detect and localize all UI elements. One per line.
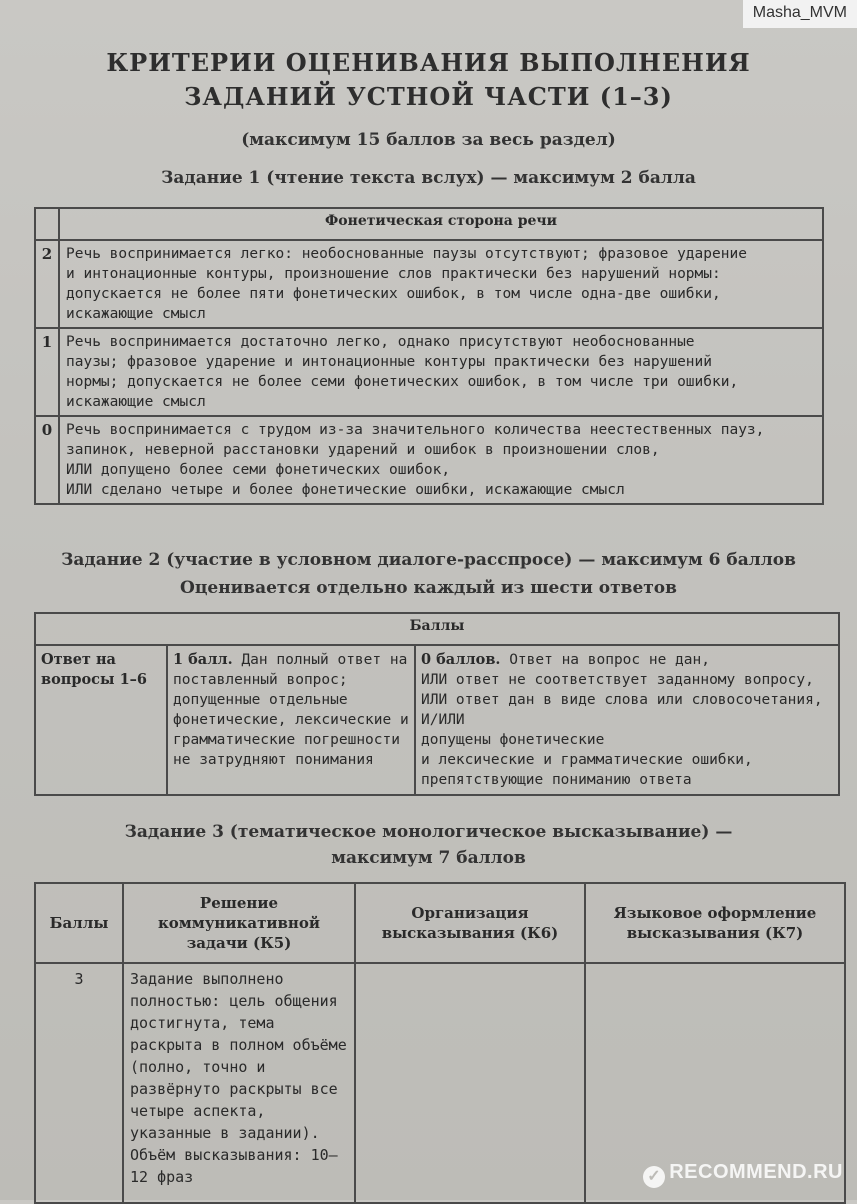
task1-table-header: Фонетическая сторона речи [59,208,823,240]
page-subtitle: (максимум 15 баллов за весь раздел) [241,130,616,150]
recommend-watermark: ✓ RECOMMEND.RU [643,1161,843,1188]
header-scores: Баллы [35,883,123,963]
table-row [35,645,839,795]
score-cell: 3 [35,963,123,1203]
row-label: Ответ на вопросы 1–6 [35,645,167,795]
k6-cell [355,963,585,1203]
task2-table-header: Баллы [35,613,839,645]
task3-table [34,882,846,1204]
task2-heading-line-2: Оценивается отдельно каждый из шести ответов [180,578,677,598]
task1-heading: Задание 1 (чтение текста вслух) — максимум 2 балла [161,168,696,188]
page-title-line-2: ЗАДАНИЙ УСТНОЙ ЧАСТИ (1–3) [184,82,673,111]
criteria-cell: Речь воспринимается легко: необоснованные паузы отсутствуют; фразовое ударение и интонационные контуры, произношение слов практически без нарушений нормы: допускается не более пяти фонетических ошибок, в том числе одна-две ошибки, искажающие смысл [59,240,823,328]
score-cell: 2 [35,240,59,328]
task3-heading-line-1: Задание 3 (тематическое монологическое высказывание) — [124,822,733,842]
score-cell: 1 [35,328,59,416]
table-row [35,328,823,416]
one-point-cell: 1 балл. Дан полный ответ на поставленный вопрос; допущенные отдельные фонетические, лексические и грамматические погрешности не затрудняют понимания [167,645,415,795]
task3-heading-line-2: максимум 7 баллов [331,848,526,868]
page-title-line-1: КРИТЕРИИ ОЦЕНИВАНИЯ ВЫПОЛНЕНИЯ [106,48,751,77]
watermark-username: Masha_MVM [743,0,857,28]
criteria-cell: Речь воспринимается с трудом из-за значительного количества неестественных пауз, запинок, неверной расстановки ударений и ошибок в произношении слов, ИЛИ допущено более семи фонетических ошибок, ИЛИ сделано четыре и более фонетические ошибки, искажающие смысл [59,416,823,504]
table-row [35,416,823,504]
header-k5: Решение коммуникативной задачи (К5) [123,883,355,963]
criteria-cell: Речь воспринимается достаточно легко, однако присутствуют необоснованные паузы; фразовое ударение и интонационные контуры практически без нарушений нормы; допускается не более семи фонетических ошибок, в том числе три ошибки, искажающие смысл [59,328,823,416]
task2-heading-line-1: Задание 2 (участие в условном диалоге-расспросе) — максимум 6 баллов [61,550,796,570]
header-k7: Языковое оформление высказывания (К7) [585,883,845,963]
table-row [35,240,823,328]
header-k6: Организация высказывания (К6) [355,883,585,963]
k5-cell: Задание выполнено полностью: цель общения достигнута, тема раскрыта в полном объёме (полно, точно и развёрнуто раскрыты все четыре аспекта, указанные в задании). Объём высказывания: 10–12 фраз [123,963,355,1203]
task1-table [34,207,824,505]
recommend-logo-icon: ✓ [643,1166,665,1188]
task2-table [34,612,840,796]
zero-points-cell: 0 баллов. Ответ на вопрос не дан, ИЛИ ответ не соответствует заданному вопросу, ИЛИ ответ дан в виде слова или словосочетания, И/ИЛИ допущены фонетические и лексические и грамматические ошибки, препятствующие пониманию ответа [415,645,839,795]
score-cell: 0 [35,416,59,504]
